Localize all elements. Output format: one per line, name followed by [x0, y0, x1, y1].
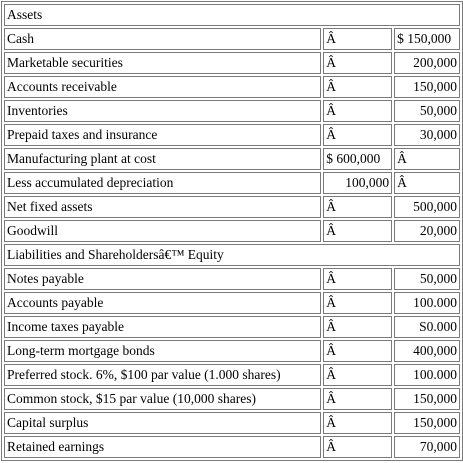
- table-row: [4, 148, 460, 170]
- row-label: Marketable securities: [4, 52, 321, 74]
- table-row: [4, 124, 460, 146]
- liabilities-header: Liabilities and Shareholdersâ€™ Equity: [4, 244, 460, 266]
- table-row: [4, 100, 460, 122]
- row-col2: Â: [323, 436, 392, 458]
- table-row: [4, 340, 460, 362]
- table-row: [4, 220, 460, 242]
- table-row: [4, 172, 460, 194]
- row-col2: Â: [323, 76, 392, 98]
- row-label: Retained earnings: [4, 436, 321, 458]
- row-col3: 100.000: [394, 292, 460, 314]
- row-label: Preferred stock. 6%, $100 par value (1.000 shares): [4, 364, 321, 386]
- row-col3: 20,000: [394, 220, 460, 242]
- balance-sheet-table: [1, 1, 463, 461]
- row-col2: Â: [323, 124, 392, 146]
- row-label: Inventories: [4, 100, 321, 122]
- row-col3: 150,000: [394, 412, 460, 434]
- row-col2: $ 600,000: [323, 148, 392, 170]
- row-col3: 500,000: [394, 196, 460, 218]
- row-label: Income taxes payable: [4, 316, 321, 338]
- row-col2: Â: [323, 364, 392, 386]
- row-col3: Â: [394, 148, 460, 170]
- row-col3: 30,000: [394, 124, 460, 146]
- row-col3: 50,000: [394, 100, 460, 122]
- row-col2: Â: [323, 388, 392, 410]
- row-col3: 200,000: [394, 52, 460, 74]
- row-col3: 70,000: [394, 436, 460, 458]
- row-col2: Â: [323, 268, 392, 290]
- row-label: Common stock, $15 par value (10,000 shares): [4, 388, 321, 410]
- row-label: Accounts receivable: [4, 76, 321, 98]
- row-label: Goodwill: [4, 220, 321, 242]
- row-col3: 400,000: [394, 340, 460, 362]
- table-row: [4, 268, 460, 290]
- row-label: Notes payable: [4, 268, 321, 290]
- table-row: [4, 52, 460, 74]
- table-row: [4, 196, 460, 218]
- row-col2: Â: [323, 28, 392, 50]
- row-label: Less accumulated depreciation: [4, 172, 321, 194]
- row-col3: Â: [394, 172, 460, 194]
- row-col2: Â: [323, 220, 392, 242]
- row-col3: $ 150,000: [394, 28, 460, 50]
- table-row: [4, 364, 460, 386]
- row-col3: 50,000: [394, 268, 460, 290]
- row-col2: Â: [323, 412, 392, 434]
- row-label: Prepaid taxes and insurance: [4, 124, 321, 146]
- table-row: [4, 436, 460, 458]
- section-header-row: [4, 244, 460, 266]
- table-row: [4, 28, 460, 50]
- row-col2: Â: [323, 100, 392, 122]
- row-col3: S0.000: [394, 316, 460, 338]
- row-col2: 100,000: [323, 172, 392, 194]
- table-row: [4, 412, 460, 434]
- table-row: [4, 292, 460, 314]
- row-col3: 100.000: [394, 364, 460, 386]
- table-row: [4, 388, 460, 410]
- row-col2: Â: [323, 340, 392, 362]
- table-row: [4, 316, 460, 338]
- row-label: Manufacturing plant at cost: [4, 148, 321, 170]
- table-row: [4, 76, 460, 98]
- row-col2: Â: [323, 292, 392, 314]
- assets-header: Assets: [4, 4, 460, 26]
- row-col3: 150,000: [394, 76, 460, 98]
- row-col2: Â: [323, 196, 392, 218]
- section-header-row: [4, 4, 460, 26]
- row-col2: Â: [323, 52, 392, 74]
- row-col2: Â: [323, 316, 392, 338]
- row-label: Long-term mortgage bonds: [4, 340, 321, 362]
- row-label: Accounts payable: [4, 292, 321, 314]
- row-label: Net fixed assets: [4, 196, 321, 218]
- row-label: Capital surplus: [4, 412, 321, 434]
- row-label: Cash: [4, 28, 321, 50]
- row-col3: 150,000: [394, 388, 460, 410]
